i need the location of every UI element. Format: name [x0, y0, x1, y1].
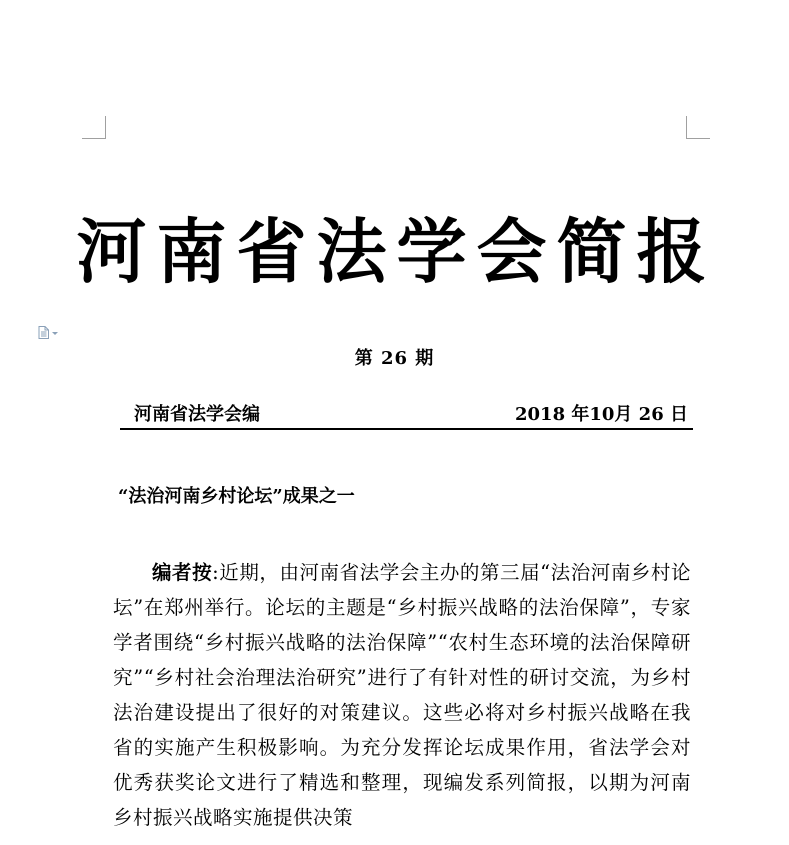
publish-date: 2018 年10月 26 日 — [515, 404, 688, 425]
series-title: “法治河南乡村论坛”成果之一 — [118, 486, 355, 507]
page-title: 河南省法学会简报 — [76, 211, 717, 293]
editor-note-paragraph — [113, 555, 691, 835]
issue-number: 第 26 期 — [354, 348, 435, 369]
editor-note-text: :近期，由河南省法学会主办的第三届“法治河南乡村论坛”在郑州举行。论坛的主题是“乡村振兴战略的法治保障”，专家学者围绕“乡村振兴战略的法治保障”“农村生态环境的法治保障研究”“乡村社会治理法治研究”进行了有针对性的研讨交流，为乡村法治建设提出了很好的对策建议。这些必将对乡村振兴战略在我省的实施产生积极影响。为充分发挥论坛成果作用，省法学会对优秀获奖论文进行了精选和整理，现编发系列简报，以期为河南乡村振兴战略实施提供决策 — [113, 561, 691, 829]
editor-note-label: 编者按 — [152, 561, 213, 584]
paragraph-options-button[interactable] — [38, 326, 58, 339]
editor-name: 河南省法学会编 — [134, 404, 260, 425]
header-info-row — [120, 402, 693, 430]
document-options-icon — [38, 326, 49, 339]
chevron-down-icon — [52, 332, 58, 335]
crop-mark-top-left — [82, 116, 106, 139]
crop-mark-top-right — [686, 116, 710, 139]
